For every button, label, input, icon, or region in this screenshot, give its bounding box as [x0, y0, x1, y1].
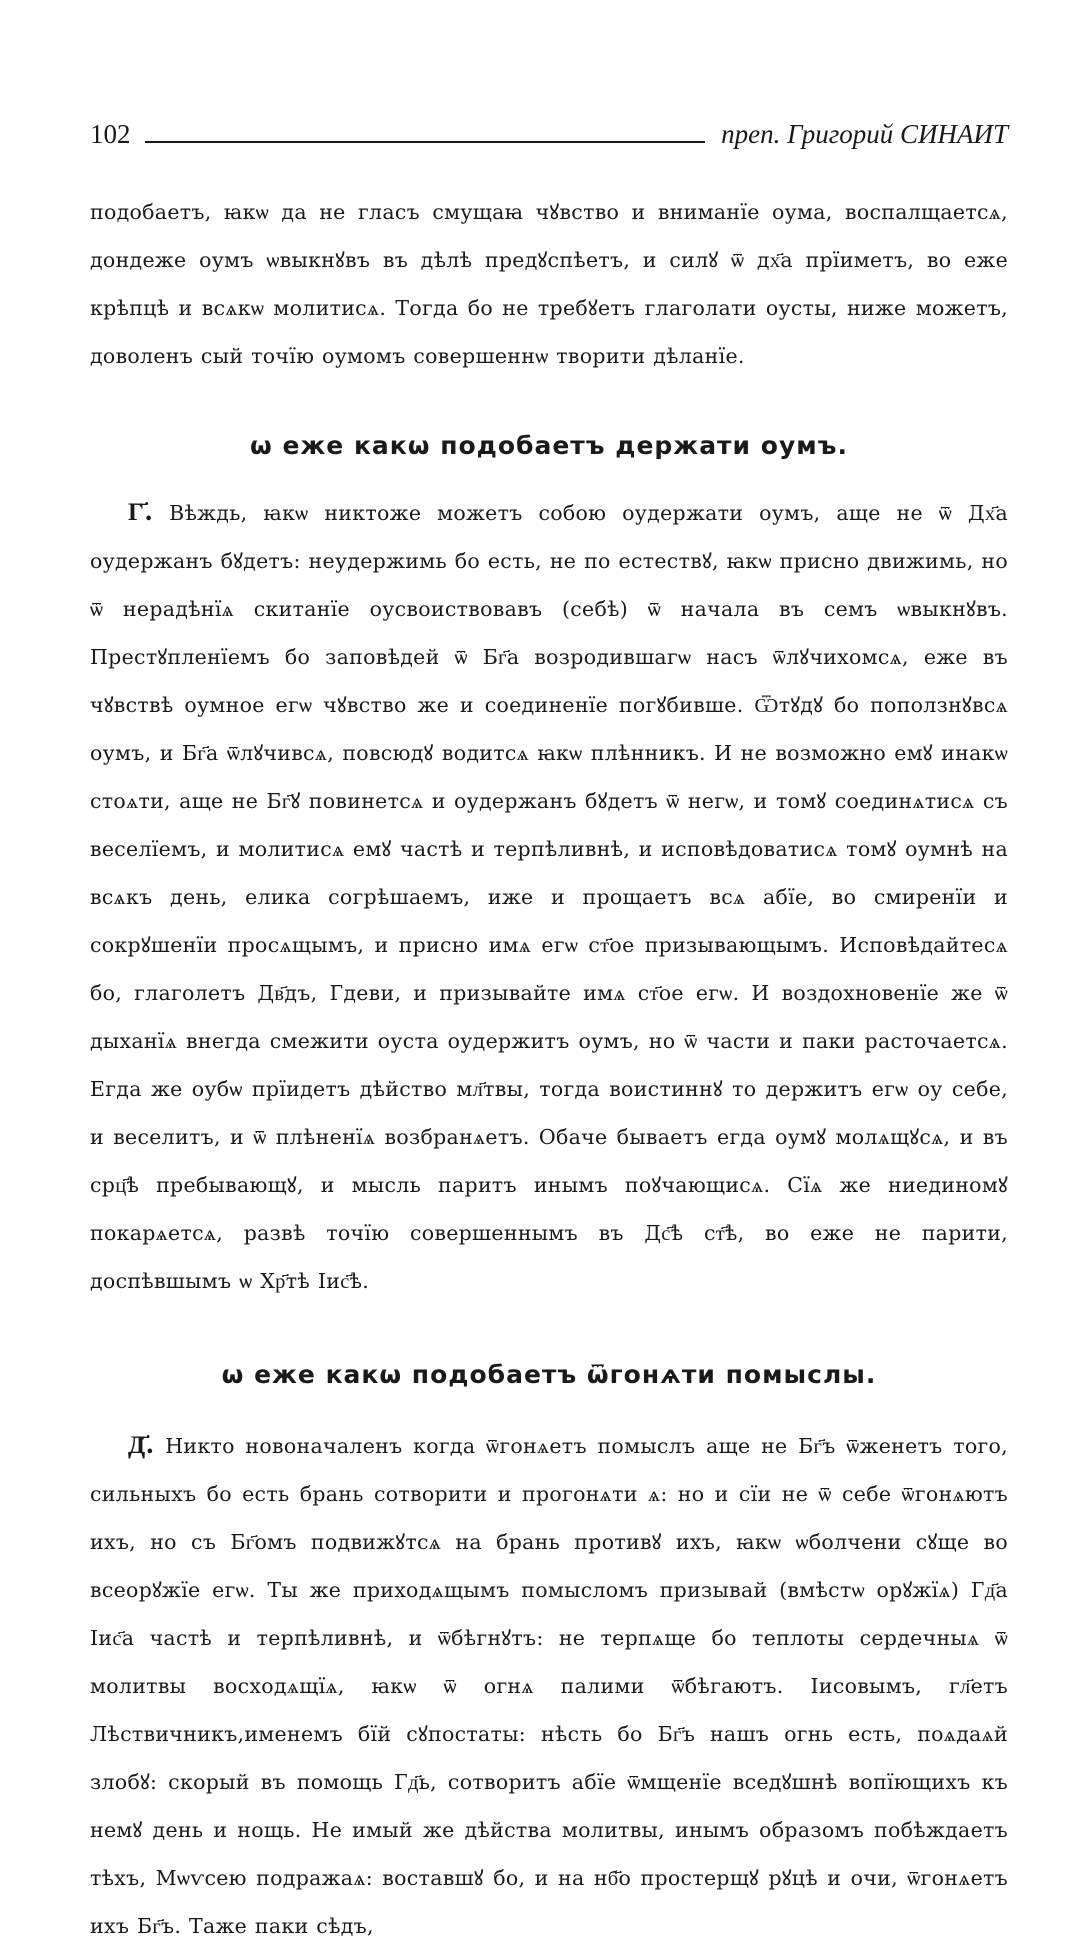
page-number: 102 [90, 119, 131, 149]
paragraph-section-4-text: Никто новоначаленъ когда ѿгонѧетъ помыслъ аще не Бг҃ъ ѿженетъ того, сильныхъ бо есть брань сотворити и прогонѧти ѧ: но и сїи не ѿ себе ѿгонѧютъ ихъ, но съ Бг҃омъ подвижꙋтсѧ на брань противꙋ ихъ, ꙗкѡ ѡболчени сꙋще во всеорꙋжїе егѡ. Ты же приходѧщымъ помысломъ призывай (вмѣстѡ орꙋжїѧ) Гд҃а Іис҃а частѣ и терпѣливнѣ, и ѿбѣгнꙋтъ: не терпѧще бо теплоты сердечныѧ ѿ молитвы восходѧщїѧ, ꙗкѡ ѿ огнѧ палими ѿбѣгаютъ. Іисовымъ, гл҃етъ Лѣствичникъ,именемъ бїй сꙋпостаты: нѣсть бо Бг҃ъ нашъ огнь есть, поѧдаѧй злобꙋ: скорый въ помощь Гд҃ь, сотворитъ абїе ѿмщенїе вседꙋшнѣ вопїющихъ къ немꙋ день и нощь. Не имый же дѣйства молитвы, инымъ образомъ побѣждаетъ тѣхъ, Мѡѵсею подражаѧ: воставшꙋ бо, и на нб҃о простерщꙋ рꙋцѣ и очи, ѿгонѧетъ ихъ Бг҃ъ. Таже паки сѣдъ, [90, 1434, 1008, 1938]
header-rule [145, 141, 706, 143]
running-head [90, 108, 1008, 148]
section-heading-holding-mind: ѡ еже какѡ подобаетъ держати оумъ. [250, 431, 848, 460]
running-title: преп. Григорий СИНАИТ [721, 119, 1008, 149]
section-number-3: Г҃. [128, 497, 154, 526]
paragraph-section-3 [90, 488, 1008, 1305]
paragraph-section-3-text: Вѣждь, ꙗкѡ никтоже можетъ собoю оудержати оумъ, аще не ѿ Дх҃а оудержанъ бꙋдетъ: неудержимь бо есть, не по естествꙋ, ꙗкѡ присно движимь, но ѿ нерадѣнїѧ скитанїе оусвоиствовавъ (себѣ) ѿ начала въ семъ ѡвыкнꙋвъ. Престꙋпленїемъ бо заповѣдей ѿ Бг҃а возродившагѡ насъ ѿлꙋчихомсѧ, еже въ чꙋвствѣ оумное егѡ чꙋвство же и соединенїе погꙋбивше. Ѿтꙋдꙋ бо поползнꙋвсѧ оумъ, и Бг҃а ѿлꙋчивсѧ, повсюдꙋ водитсѧ ꙗкѡ плѣнникъ. И не возможно емꙋ инакѡ стоѧти, аще не Бг҃ꙋ повинетсѧ и оудержанъ бꙋдетъ ѿ негѡ, и томꙋ соединѧтисѧ съ веселїемъ, и молитисѧ емꙋ частѣ и терпѣливнѣ, и исповѣдоватисѧ томꙋ оумнѣ на всѧкъ день, елика согрѣшаемъ, иже и прощаетъ всѧ абїе, во смиренїи и сокрꙋшенїи просѧщымъ, и присно имѧ егѡ ст҃ое призывающымъ. Исповѣдайтесѧ бо, глаголетъ Дв҃дъ, Гдеви, и призывайте имѧ ст҃ое егѡ. И воздохновенїе же ѿ дыханїѧ внегда смежити оуста оудержитъ оумъ, но ѿ части и паки расточаетсѧ. Егда же оубѡ прїидетъ дѣйство мл҃твы, тогда воистиннꙋ то держитъ егѡ оу себе, и веселитъ, и ѿ плѣненїѧ возбранѧетъ. Обаче бываетъ егда оумꙋ молѧщꙋсѧ, и въ срц҃ѣ пребывающꙋ, и мысль паритъ инымъ поꙋчающисѧ. Сїѧ же ниединомꙋ покарѧетсѧ, развѣ тoчїю совершеннымъ въ Дс҃ѣ ст҃ѣ, во еже не парити, доспѣвшымъ ѡ Хр҃тѣ Іис҃ѣ. [90, 501, 1008, 1293]
paragraph-section-4 [90, 1421, 1008, 1950]
book-page [90, 108, 1008, 1938]
section-heading-driving-thoughts: ѡ еже какѡ подобаетъ ѿгонѧти помыслы. [221, 1360, 877, 1389]
paragraph-intro: подобаетъ, ꙗкѡ да не гласъ смущаꙗ чꙋвство и вниманїе оумa, воспалщаетсѧ, дондеже оумъ ѡвыкнꙋвъ въ дѣлѣ предꙋспѣетъ, и силꙋ ѿ дх҃а прїиметъ, во еже крѣпцѣ и всѧкѡ молитисѧ. Тогда бо не трeбꙋетъ глаголати оусты, ниже можетъ, доволенъ сый тoчїю оумомъ совершеннѡ творити дѣланїе. [90, 200, 1008, 368]
section-number-4: Д҃. [128, 1430, 155, 1459]
